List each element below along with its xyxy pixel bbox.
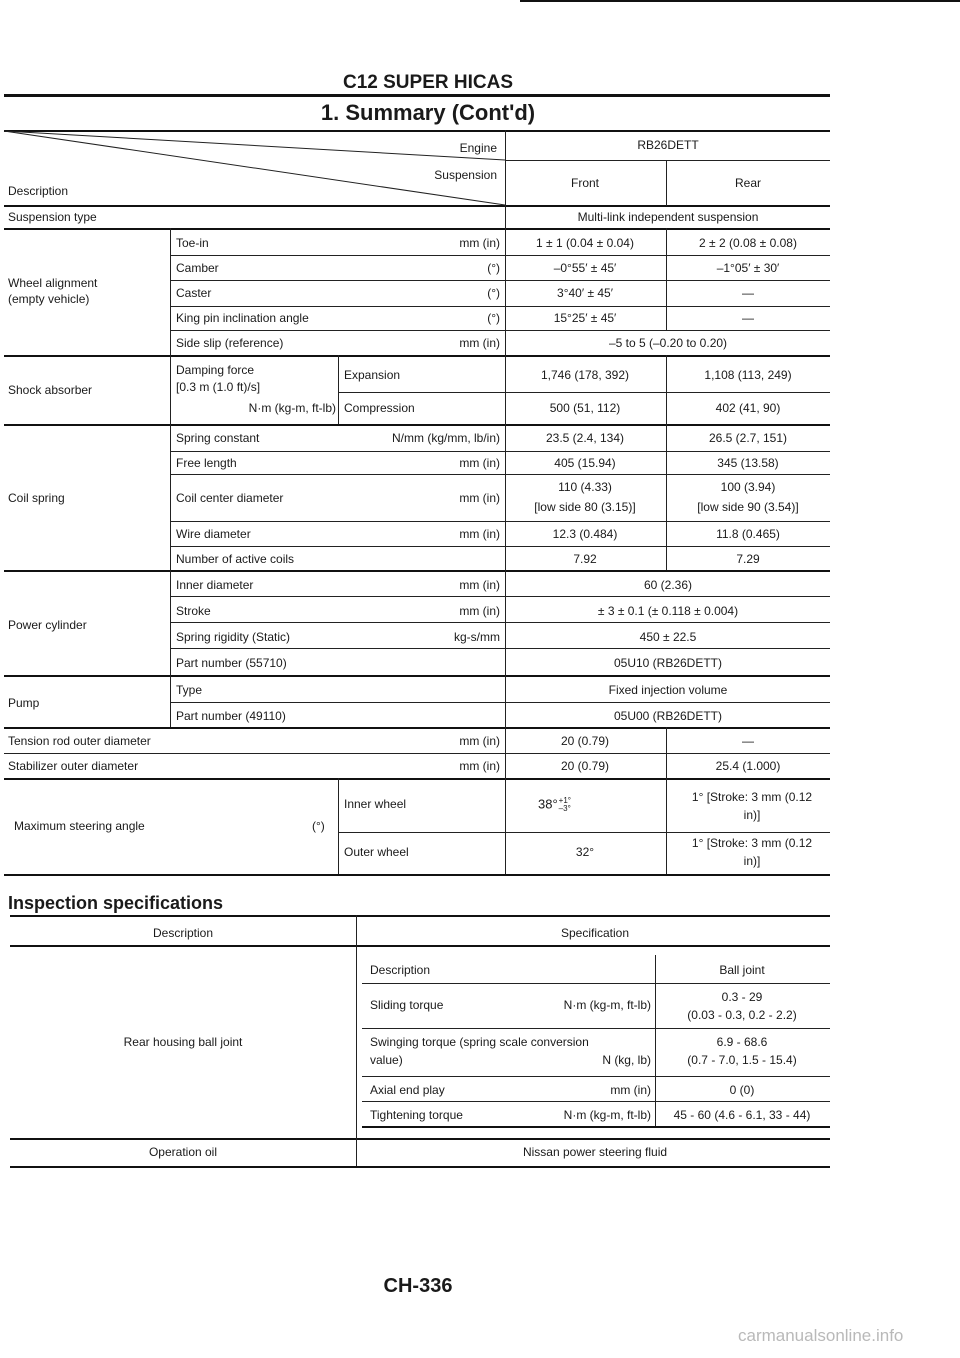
row-unit: (°)	[487, 261, 500, 275]
rule	[362, 983, 830, 984]
header-diagonals	[0, 0, 960, 220]
compression-rear: 402 (41, 90)	[715, 401, 781, 415]
row-rear: 26.5 (2.7, 151)	[708, 431, 788, 445]
rule	[10, 915, 830, 917]
row-value: 05U00 (RB26DETT)	[613, 709, 723, 723]
sub-ball-joint: Ball joint	[719, 963, 765, 977]
table-bottom-rule	[4, 874, 830, 876]
row-front: 110 (4.33)	[558, 480, 612, 494]
row-rear: —	[742, 286, 754, 300]
col-front: Front	[570, 176, 600, 190]
row-unit: mm (in)	[459, 456, 500, 470]
rule	[170, 648, 830, 649]
vrule	[666, 727, 667, 874]
col-description: Description	[152, 926, 214, 940]
row-value: –5 to 5 (–0.20 to 0.20)	[608, 336, 728, 350]
row-unit: mm (in)	[459, 527, 500, 541]
outer-wheel-label: Outer wheel	[344, 845, 409, 859]
steering-angle-unit: (°)	[312, 819, 325, 833]
inspection-title: Inspection specifications	[8, 893, 224, 913]
damping-force-label: Damping force	[176, 363, 255, 377]
col-specification: Specification	[560, 926, 630, 940]
row-unit: (°)	[487, 286, 500, 300]
row-rear: 7.29	[736, 552, 760, 566]
expansion-label: Expansion	[344, 368, 401, 382]
rule	[4, 778, 830, 780]
rule	[4, 424, 830, 426]
row-unit: kg-s/mm	[454, 630, 500, 644]
row-front: 3°40′ ± 45′	[557, 286, 613, 300]
sub-description: Description	[370, 963, 431, 977]
rule	[4, 753, 830, 754]
rule	[362, 1028, 830, 1029]
rule	[362, 1101, 830, 1102]
row-value: 60 (2.36)	[643, 578, 693, 592]
rule	[4, 355, 830, 357]
spec-unit: mm (in)	[610, 1083, 651, 1097]
row-front: 405 (15.94)	[554, 456, 616, 470]
damping-force-unit: N·m (kg-m, ft-lb)	[248, 401, 336, 415]
rule	[170, 330, 830, 331]
row-unit: mm (in)	[459, 604, 500, 618]
corner-description: Description	[8, 184, 69, 198]
operation-oil-label: Operation oil	[148, 1145, 218, 1159]
vrule	[666, 228, 667, 330]
row-front: 23.5 (2.4, 134)	[545, 431, 625, 445]
rule	[170, 702, 830, 703]
spec-value-2: (0.03 - 0.3, 0.2 - 2.2)	[687, 1008, 797, 1022]
row-rear: 25.4 (1.000)	[715, 759, 781, 773]
row-value: ± 3 ± 0.1 (± 0.118 ± 0.004)	[597, 604, 739, 618]
chapter-title: C12 SUPER HICAS	[343, 72, 513, 93]
spec-value-2: (0.7 - 7.0, 1.5 - 15.4)	[687, 1053, 797, 1067]
rule	[170, 451, 830, 452]
row-front: 20 (0.79)	[560, 734, 610, 748]
row-item: King pin inclination angle	[176, 311, 309, 325]
spec-item: Sliding torque	[370, 998, 444, 1012]
spec-value: 6.9 - 68.6	[716, 1035, 768, 1049]
coil-spring-group: Coil spring	[8, 491, 65, 505]
row-unit: mm (in)	[459, 491, 500, 505]
vrule	[338, 355, 339, 424]
vrule	[338, 778, 339, 874]
rule	[170, 474, 830, 475]
power-cylinder-group: Power cylinder	[8, 618, 87, 632]
row-item: Part number (49110)	[176, 709, 286, 723]
rule	[170, 622, 830, 623]
row-item: Wire diameter	[176, 527, 251, 541]
spec-unit: N·m (kg-m, ft-lb)	[563, 1108, 651, 1122]
inner-wheel-rear-cont: in)]	[743, 808, 761, 822]
row-rear: 11.8 (0.465)	[716, 527, 780, 541]
rule	[4, 675, 830, 677]
corner-engine: Engine	[459, 141, 497, 155]
row-rear: —	[742, 311, 754, 325]
rule	[338, 392, 830, 393]
row-unit: mm (in)	[459, 236, 500, 250]
spec-value: 0 (0)	[729, 1083, 755, 1097]
vrule	[655, 955, 656, 1126]
rule	[4, 727, 830, 729]
row-rear: 100 (3.94)	[720, 480, 776, 494]
rule	[362, 1076, 830, 1077]
row-front: 1 ± 1 (0.04 ± 0.04)	[536, 236, 634, 250]
spec-item-cont: value)	[370, 1053, 403, 1067]
tension-rod-label: Tension rod outer diameter	[8, 734, 151, 748]
row-item: Part number (55710)	[176, 656, 287, 670]
row-unit: mm (in)	[459, 336, 500, 350]
ball-joint-label: Rear housing ball joint	[123, 1035, 243, 1049]
watermark: carmanualsonline.info	[738, 1326, 904, 1345]
row-item: Spring rigidity (Static)	[176, 630, 291, 644]
inner-wheel-rear: 1° [Stroke: 3 mm (0.12	[691, 790, 813, 804]
expansion-front: 1,746 (178, 392)	[540, 368, 630, 382]
rule	[362, 1126, 830, 1128]
compression-front: 500 (51, 112)	[549, 401, 621, 415]
rule	[170, 596, 830, 597]
rule	[170, 546, 830, 547]
vrule	[170, 228, 171, 355]
row-item: Number of active coils	[176, 552, 295, 566]
row-item: Type	[176, 683, 203, 697]
rule	[170, 280, 830, 281]
wheel-alignment-group-note: (empty vehicle)	[8, 292, 90, 306]
outer-wheel-rear: 1° [Stroke: 3 mm (0.12	[691, 836, 813, 850]
vrule	[170, 424, 171, 727]
row-front: –0°55′ ± 45′	[553, 261, 617, 275]
row-item: Free length	[176, 456, 237, 470]
section-title: 1. Summary (Cont'd)	[320, 100, 536, 125]
row-value: 05U10 (RB26DETT)	[613, 656, 723, 670]
row-rear: —	[742, 734, 754, 748]
inner-wheel-front: 38° +1° –3°	[538, 796, 571, 813]
inner-wheel-label: Inner wheel	[344, 797, 407, 811]
spec-item: Axial end play	[370, 1083, 445, 1097]
rule	[4, 228, 830, 230]
outer-wheel-front: 32°	[575, 845, 595, 859]
row-item: Camber	[176, 261, 219, 275]
vrule	[666, 355, 667, 570]
row-front: 15°25′ ± 45′	[553, 311, 617, 325]
row-unit: mm (in)	[459, 734, 500, 748]
damping-force-speed: [0.3 m (1.0 ft)/s]	[176, 380, 261, 394]
col-rear: Rear	[734, 176, 762, 190]
row-item: Caster	[176, 286, 212, 300]
row-rear: 2 ± 2 (0.08 ± 0.08)	[699, 236, 797, 250]
row-value: Fixed injection volume	[608, 683, 728, 697]
operation-oil-value: Nissan power steering fluid	[522, 1145, 668, 1159]
spec-unit: N (kg, lb)	[602, 1053, 651, 1067]
rule	[170, 306, 830, 307]
row-rear-note: [low side 90 (3.54)]	[697, 500, 799, 514]
row-item: Inner diameter	[176, 578, 254, 592]
steering-angle-label: Maximum steering angle	[14, 819, 145, 833]
corner-suspension: Suspension	[434, 168, 497, 182]
spec-item: Tightening torque	[370, 1108, 463, 1122]
row-item: Coil center diameter	[176, 491, 284, 505]
stabilizer-label: Stabilizer outer diameter	[8, 759, 139, 773]
row-item: Side slip (reference)	[176, 336, 284, 350]
row-value: 450 ± 22.5	[639, 630, 697, 644]
rule	[170, 521, 830, 522]
suspension-type-value: Multi-link independent suspension	[577, 210, 759, 224]
row-rear: –1°05′ ± 30′	[716, 261, 780, 275]
row-front: 12.3 (0.484)	[552, 527, 618, 541]
row-front: 7.92	[573, 552, 597, 566]
compression-label: Compression	[344, 401, 415, 415]
spec-item: Swinging torque (spring scale conversion	[370, 1035, 589, 1049]
rule	[170, 255, 830, 256]
engine-model: RB26DETT	[637, 138, 699, 152]
rule	[10, 1138, 830, 1140]
vrule	[356, 915, 357, 1166]
rule	[10, 945, 830, 947]
row-unit: mm (in)	[459, 759, 500, 773]
wheel-alignment-group: Wheel alignment	[8, 276, 98, 290]
row-unit: N/mm (kg/mm, lb/in)	[392, 431, 500, 445]
rule	[338, 832, 830, 833]
row-item: Spring constant	[176, 431, 260, 445]
shock-absorber-group: Shock absorber	[8, 383, 93, 397]
outer-wheel-rear-cont: in)]	[743, 854, 761, 868]
rule	[4, 570, 830, 572]
expansion-rear: 1,108 (113, 249)	[704, 368, 792, 382]
vrule	[170, 355, 171, 424]
pump-group: Pump	[8, 696, 40, 710]
row-unit: mm (in)	[459, 578, 500, 592]
row-front: 20 (0.79)	[560, 759, 610, 773]
spec-unit: N·m (kg-m, ft-lb)	[563, 998, 651, 1012]
row-item: Stroke	[176, 604, 211, 618]
spec-value: 45 - 60 (4.6 - 6.1, 33 - 44)	[673, 1108, 811, 1122]
row-rear: 345 (13.58)	[717, 456, 779, 470]
rule	[10, 1166, 830, 1168]
spec-value: 0.3 - 29	[721, 990, 763, 1004]
vrule-main	[505, 130, 506, 874]
page-code: CH-336	[383, 1275, 453, 1297]
row-front-note: [low side 80 (3.15)]	[534, 500, 636, 514]
row-unit: (°)	[487, 311, 500, 325]
suspension-type-label: Suspension type	[8, 210, 97, 224]
row-item: Toe-in	[176, 236, 209, 250]
